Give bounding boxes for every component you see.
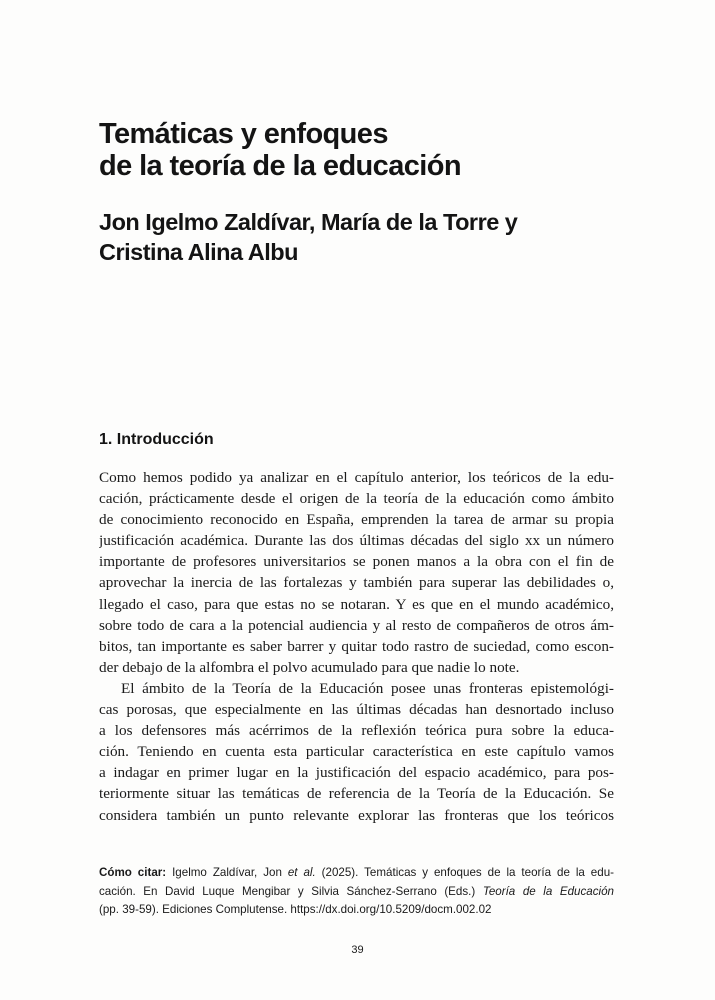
body-line: Como hemos podido ya analizar en el capítulo anterior, los teóricos de la edu- bbox=[99, 469, 614, 486]
body-text bbox=[99, 467, 614, 826]
chapter-authors bbox=[99, 207, 639, 267]
body-line: sobre todo de cara a la potencial audiencia y al resto de compañeros de otros ám- bbox=[99, 616, 614, 634]
chapter-title bbox=[99, 118, 639, 182]
body-line: a los defensores más acérrimos de la reflexión teórica pura sobre la educa- bbox=[99, 722, 614, 740]
citation-line-1 bbox=[99, 864, 614, 883]
section-heading-introduction: 1. Introducción bbox=[99, 431, 214, 448]
body-line: cación, prácticamente desde el origen de la teoría de la educación como ámbito bbox=[99, 490, 614, 508]
chapter-title-line-2: de la teoría de la educación bbox=[99, 150, 461, 182]
body-line: justificación académica. Durante las dos últimas décadas del siglo xx un número bbox=[99, 532, 614, 550]
citation-note bbox=[99, 864, 614, 920]
authors-line-2: Cristina Alina Albu bbox=[99, 239, 298, 265]
body-line: bitos, tan importante es saber barrer y quitar todo rastro de suciedad, como escon- bbox=[99, 637, 614, 655]
body-line: a indagar en primer lugar en la justificación del espacio académico, para pos- bbox=[99, 764, 614, 782]
citation-editors: cación. En David Luque Mengibar y Silvia Sánchez-Serrano (Eds.) bbox=[99, 884, 483, 898]
citation-authors: Igelmo Zaldívar, Jon bbox=[166, 866, 288, 879]
citation-line-2 bbox=[99, 883, 614, 902]
body-line: ción. Teniendo en cuenta esta particular característica en este capítulo vamos bbox=[99, 743, 614, 761]
body-line: der debajo de la alfombra el polvo acumulado para que nadie lo note. bbox=[99, 658, 520, 676]
citation-label: Cómo citar: bbox=[99, 866, 167, 879]
body-line: considera también un punto relevante explorar las fronteras que los teóricos bbox=[99, 806, 614, 824]
body-line: El ámbito de la Teoría de la Educación posee unas fronteras epistemológi- bbox=[121, 679, 614, 697]
body-line: teriormente situar las temáticas de referencia de la Teoría de la Educación. Se bbox=[99, 785, 614, 803]
body-line: llegado el caso, para que estas no se notaran. Y es que en el mundo académico, bbox=[99, 595, 614, 613]
citation-line-1-tail: (2025). Temáticas y enfoques de la teoría de la edu- bbox=[315, 866, 614, 879]
chapter-title-line-1: Temáticas y enfoques bbox=[99, 118, 388, 150]
body-line: aprovechar la inercia de las fortalezas y también para superar las debilidades o, bbox=[99, 574, 614, 592]
citation-line-3: (pp. 39-59). Ediciones Complutense. https://dx.doi.org/10.5209/docm.002.02 bbox=[99, 903, 492, 916]
authors-line-1: Jon Igelmo Zaldívar, María de la Torre y bbox=[99, 209, 518, 235]
body-line: importante de profesores universitarios se ponen manos a la obra con el fin de bbox=[99, 553, 614, 571]
citation-etal: et al. bbox=[287, 866, 316, 879]
page-number: 39 bbox=[351, 944, 364, 956]
body-line: cas porosas, que especialmente en las últimas décadas han desnortado incluso bbox=[99, 701, 614, 719]
body-line: de conocimiento reconocido en España, emprenden la tarea de armar su propia bbox=[99, 511, 614, 529]
citation-book-title: Teoría de la Educación bbox=[482, 884, 614, 898]
